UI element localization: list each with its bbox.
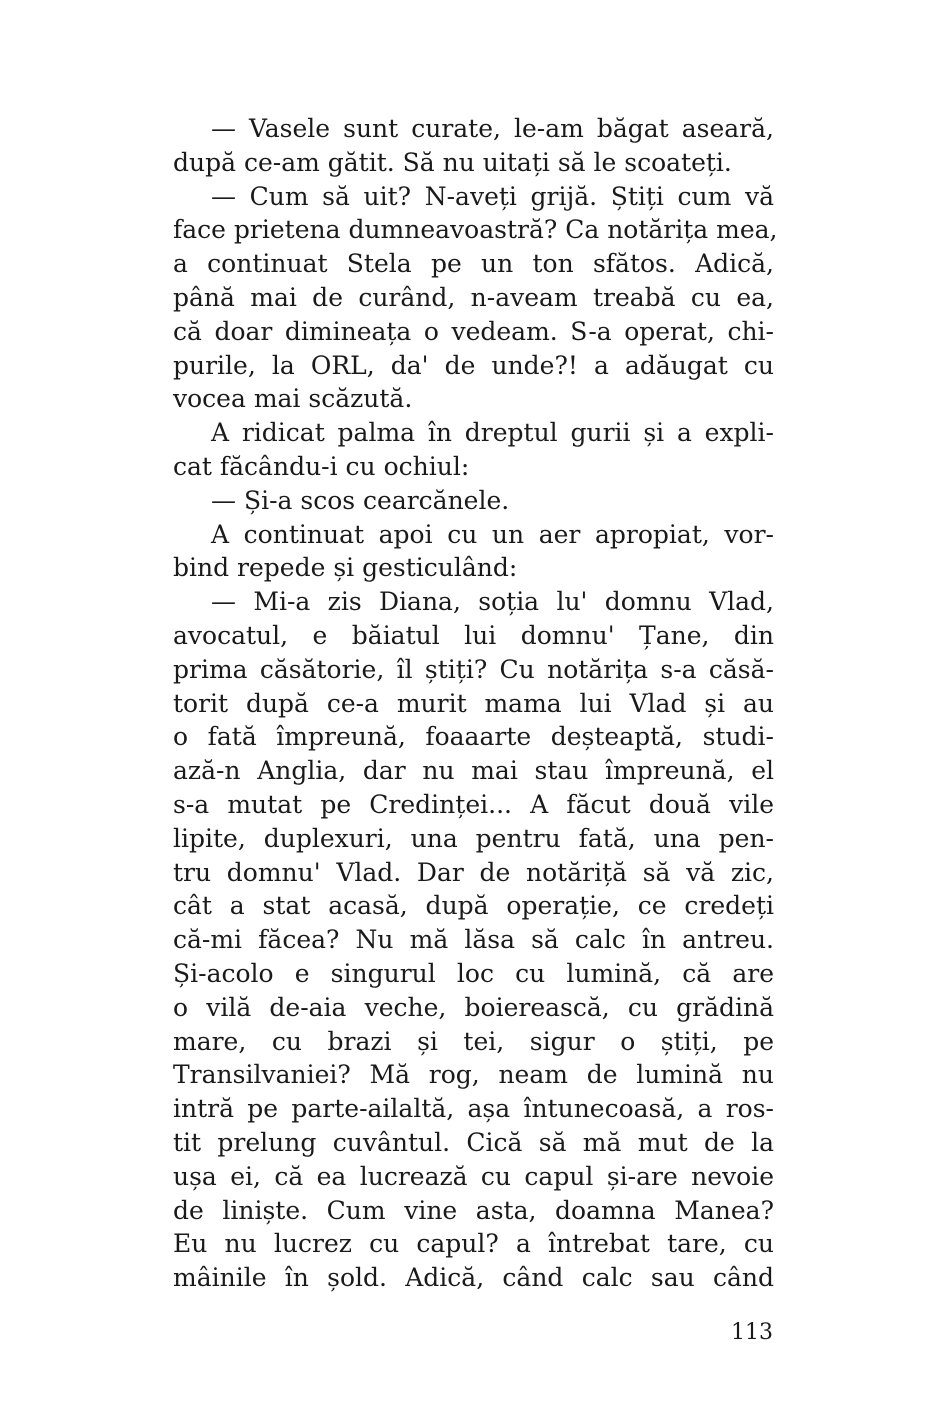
text-line: după ce-am gătit. Să nu uitați să le scoateți. (173, 147, 732, 177)
text-line: că-mi făcea? Nu mă lăsa să calc în antreu. (173, 925, 774, 955)
text-line: vocea mai scăzută. (173, 384, 413, 414)
text-line: o vilă de-aia veche, boierească, cu grădină (173, 992, 774, 1022)
text-line: de liniște. Cum vine asta, doamna Manea? (173, 1195, 774, 1225)
text-line: — Vasele sunt curate, le-am băgat aseară, (211, 114, 774, 143)
text-line: ușa ei, că ea lucrează cu capul și-are nevoie (173, 1161, 774, 1191)
text-line: torit după ce-a murit mama lui Vlad și au (173, 688, 774, 718)
text-line: mare, cu brazi și tei, sigur o știți, pe (173, 1026, 774, 1056)
text-line: avocatul, e băiatul lui domnu' Țane, din (173, 620, 774, 650)
text-line: a continuat Stela pe un ton sfătos. Adică, (173, 249, 774, 279)
text-line: prima căsătorie, îl știți? Cu notărița s-a căsă- (173, 654, 774, 684)
page-number: 113 (731, 1320, 773, 1345)
body-text (173, 112, 778, 1295)
text-line: o fată împreună, foaaarte deșteaptă, studi- (173, 722, 774, 752)
text-line: A ridicat palma în dreptul gurii și a expli- (211, 418, 774, 448)
text-line: face prietena dumneavoastră? Ca notărița mea, (173, 215, 778, 245)
text-line: — Și-a scos cearcănele. (211, 485, 510, 515)
text-line: A continuat apoi cu un aer apropiat, vor- (211, 519, 774, 549)
text-line: bind repede și gesticulând: (173, 553, 518, 583)
text-line: s-a mutat pe Credinței... A făcut două vile (173, 789, 774, 819)
text-line: lipite, duplexuri, una pentru fată, una pen- (173, 823, 774, 853)
text-line: tit prelung cuvântul. Cică să mă mut de la (173, 1127, 774, 1157)
text-line: că doar dimineața o vedeam. S-a operat, chi- (173, 316, 774, 346)
text-line: purile, la ORL, da' de unde?! a adăugat cu (173, 350, 774, 380)
text-line: cat făcându-i cu ochiul: (173, 451, 470, 481)
text-line: mâinile în șold. Adică, când calc sau când (173, 1263, 774, 1293)
text-line: Transilvaniei? Mă rog, neam de lumină nu (173, 1060, 774, 1090)
text-line: Eu nu lucrez cu capul? a întrebat tare, cu (173, 1229, 774, 1259)
text-line: tru domnu' Vlad. Dar de notăriță să vă zic, (173, 857, 774, 887)
text-line: — Cum să uit? N-aveți grijă. Știți cum vă (211, 181, 774, 211)
text-line: Și-acolo e singurul loc cu lumină, că are (173, 958, 774, 988)
text-line: până mai de curând, n-aveam treabă cu ea, (173, 282, 774, 312)
text-line: ază-n Anglia, dar nu mai stau împreună, el (173, 756, 774, 786)
text-line: — Mi-a zis Diana, soția lu' domnu Vlad, (211, 587, 774, 617)
text-line: intră pe parte-ailaltă, așa întunecoasă, a ros- (173, 1094, 774, 1124)
text-line: cât a stat acasă, după operație, ce credeți (173, 891, 774, 921)
